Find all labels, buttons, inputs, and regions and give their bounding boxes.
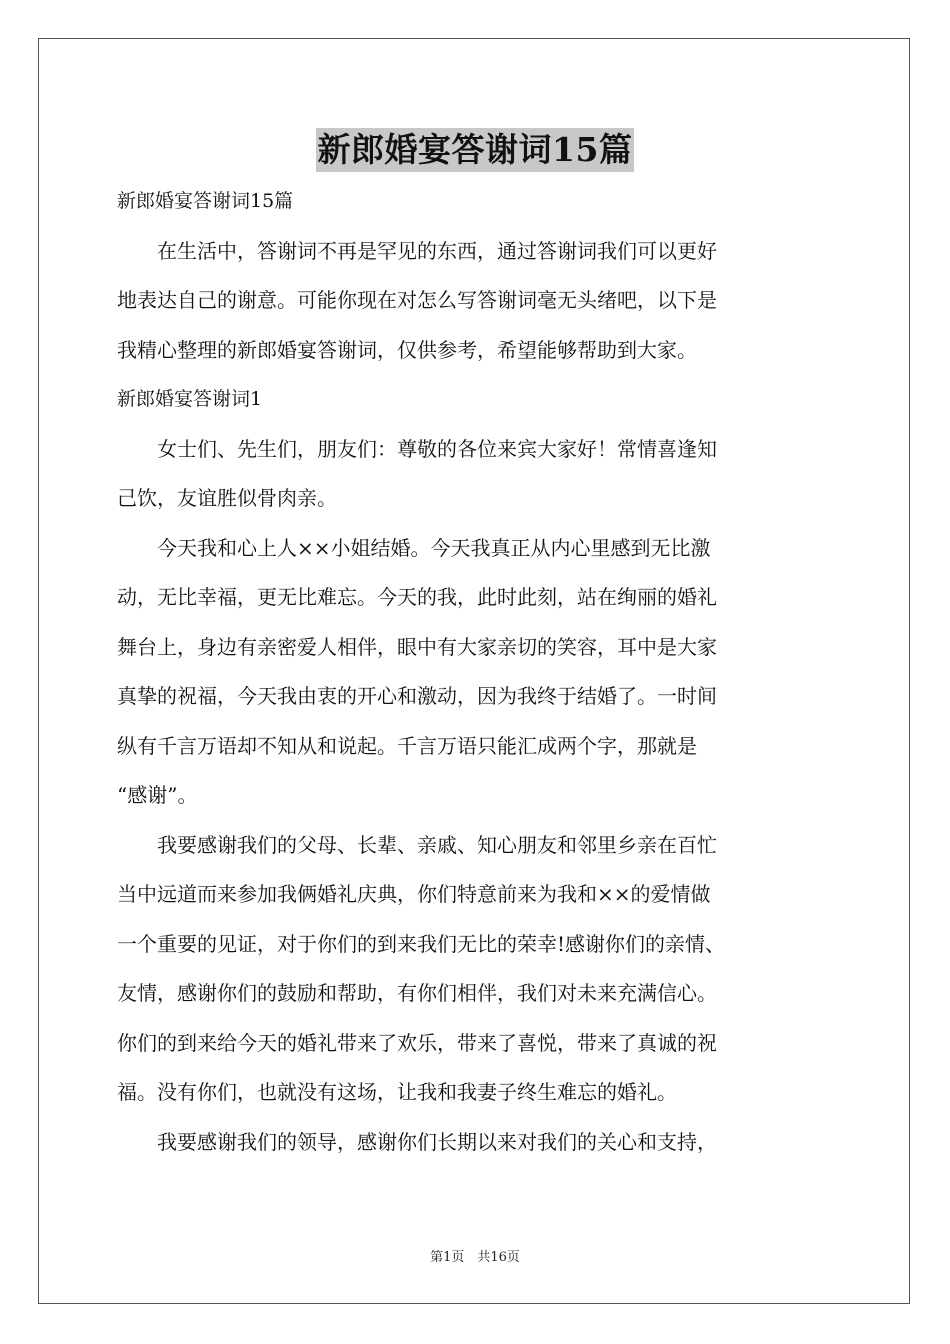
document-body — [117, 180, 837, 1170]
text-line: 我精心整理的新郎婚宴答谢词，仅供参考，希望能够帮助到大家。 — [117, 337, 697, 362]
page-footer: 第1页 共16页 — [430, 1250, 520, 1265]
text-line: 舞台上，身边有亲密爱人相伴，眼中有大家亲切的笑容，耳中是大家 — [117, 634, 717, 659]
text-line: 己饮，友谊胜似骨肉亲。 — [117, 486, 337, 510]
text-line: 我要感谢我们的父母、长辈、亲戚、知心朋友和邻里乡亲在百忙 — [117, 832, 717, 857]
section-heading: 新郎婚宴答谢词1 — [117, 388, 263, 410]
text-line: 当中远道而来参加我俩婚礼庆典，你们特意前来为我和××的爱情做 — [117, 882, 711, 906]
text-line: 女士们、先生们，朋友们：尊敬的各位来宾大家好！常情喜逢知 — [117, 436, 717, 461]
document-title: 新郎婚宴答谢词15篇 — [316, 128, 635, 172]
text-line: 你们的到来给今天的婚礼带来了欢乐，带来了喜悦，带来了真诚的祝 — [117, 1030, 717, 1055]
text-line: 福。没有你们，也就没有这场，让我和我妻子终生难忘的婚礼。 — [117, 1080, 677, 1104]
text-line: 在生活中，答谢词不再是罕见的东西，通过答谢词我们可以更好 — [117, 238, 717, 263]
text-line: 动，无比幸福，更无比难忘。今天的我，此时此刻，站在绚丽的婚礼 — [117, 585, 717, 609]
text-line: 地表达自己的谢意。可能你现在对怎么写答谢词毫无头绪吧，以下是 — [117, 288, 717, 312]
text-line: 纵有千言万语却不知从和说起。千言万语只能汇成两个字，那就是 — [117, 733, 697, 758]
title-container — [0, 128, 950, 172]
text-line: 友情，感谢你们的鼓励和帮助，有你们相伴，我们对未来充满信心。 — [117, 981, 717, 1005]
text-line: 我要感谢我们的领导，感谢你们长期以来对我们的关心和支持， — [117, 1129, 717, 1154]
text-line: 今天我和心上人××小姐结婚。今天我真正从内心里感到无比激 — [117, 535, 711, 560]
text-line: 真挚的祝福，今天我由衷的开心和激动，因为我终于结婚了。一时间 — [117, 684, 717, 708]
text-line: “感谢”。 — [117, 783, 198, 807]
text-line: 一个重要的见证，对于你们的到来我们无比的荣幸!感谢你们的亲情、 — [117, 931, 726, 956]
subtitle-line: 新郎婚宴答谢词15篇 — [117, 190, 294, 212]
